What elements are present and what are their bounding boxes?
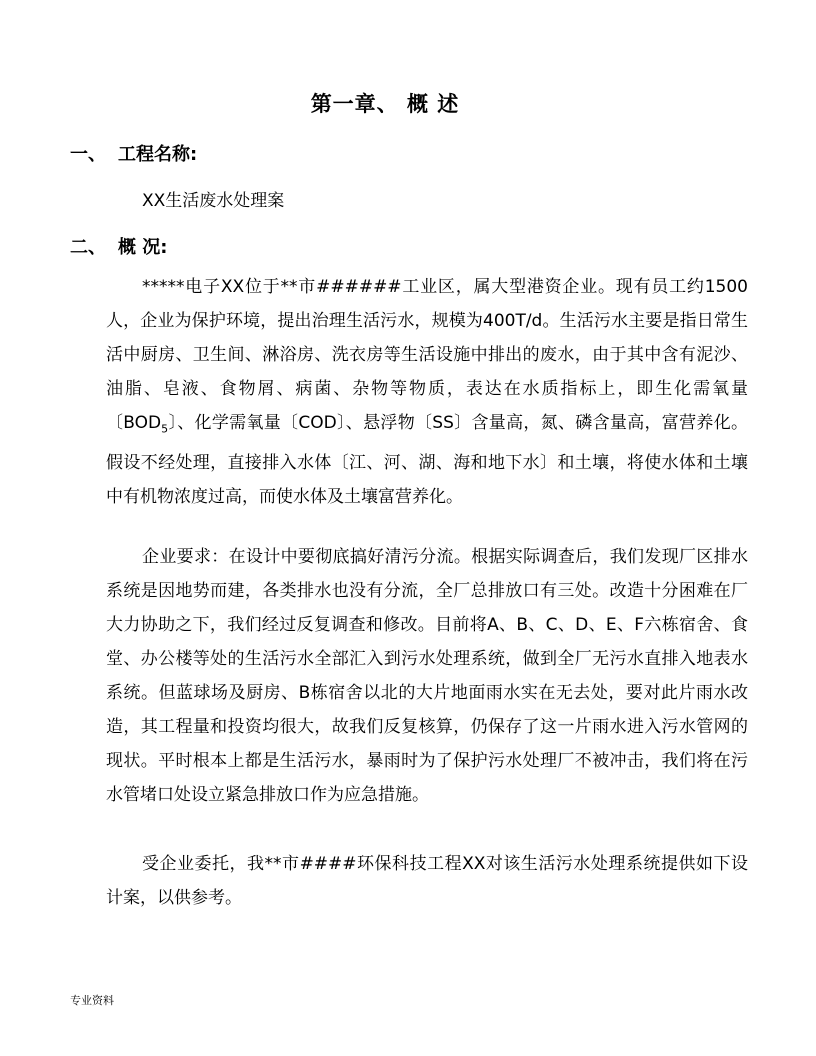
section-heading-overview bbox=[70, 233, 167, 259]
commission-paragraph: 受企业委托，我**市####环保科技工程XX对该生活污水处理系统提供如下设计案，以供参考。 bbox=[106, 854, 748, 908]
section-title: 工程名称: bbox=[118, 144, 198, 165]
project-name-text: XX生活废水处理案 bbox=[142, 191, 285, 211]
section-heading-project-name bbox=[70, 140, 197, 166]
overview-paragraph: *****电子XX位于**市######工业区，属大型港资企业。现有员工约1500人，企业为保护环境，提出治理生活污水，规模为400T/d。生活污水主要是指日常生活中厨房、卫生间、淋浴房、洗衣房等生活设施中排出的废水，由于其中含有泥沙、油脂、皂液、食物屑、病菌、杂物等物质，表达在水质指标上，即生化需氧量〔$BOD_5$〕、化学需氧量〔COD〕、悬浮物〔SS〕含量高，氮、磷含量高，富营养化。假设不经处理，直接排入水体〔江、河、湖、海和地下水〕和土壤，将使水体和土壤中有机物浓度过高，而使水体及土壤富营养化。 bbox=[106, 277, 748, 508]
section-number: 二、 bbox=[70, 237, 106, 258]
subscript-5: 5 bbox=[161, 422, 169, 436]
section-title: 概 况: bbox=[118, 237, 168, 258]
section-number: 一、 bbox=[70, 144, 106, 165]
chapter-title: 第一章、 概 述 bbox=[310, 92, 460, 116]
footer-note: 专业资料 bbox=[70, 994, 114, 1007]
requirements-paragraph: 企业要求：在设计中要彻底搞好清污分流。根据实际调查后，我们发现厂区排水系统是因地势而建，各类排水也没有分流，全厂总排放口有三处。改造十分困难在厂大力协助之下，我们经过反复调查和修改。目前将A、B、C、D、E、F六栋宿舍、食堂、办公楼等处的生活污水全部汇入到污水处理系统，做到全厂无污水直排入地表水系统。但蓝球场及厨房、B栋宿舍以北的大片地面雨水实在无去处，要对此片雨水改造，其工程量和投资均很大，故我们反复核算，仍保存了这一片雨水进入污水管网的现状。平时根本上都是生活污水，暴雨时为了保护污水处理厂不被冲击，我们将在污水管堵口处设立紧急排放口作为应急措施。 bbox=[106, 547, 748, 805]
